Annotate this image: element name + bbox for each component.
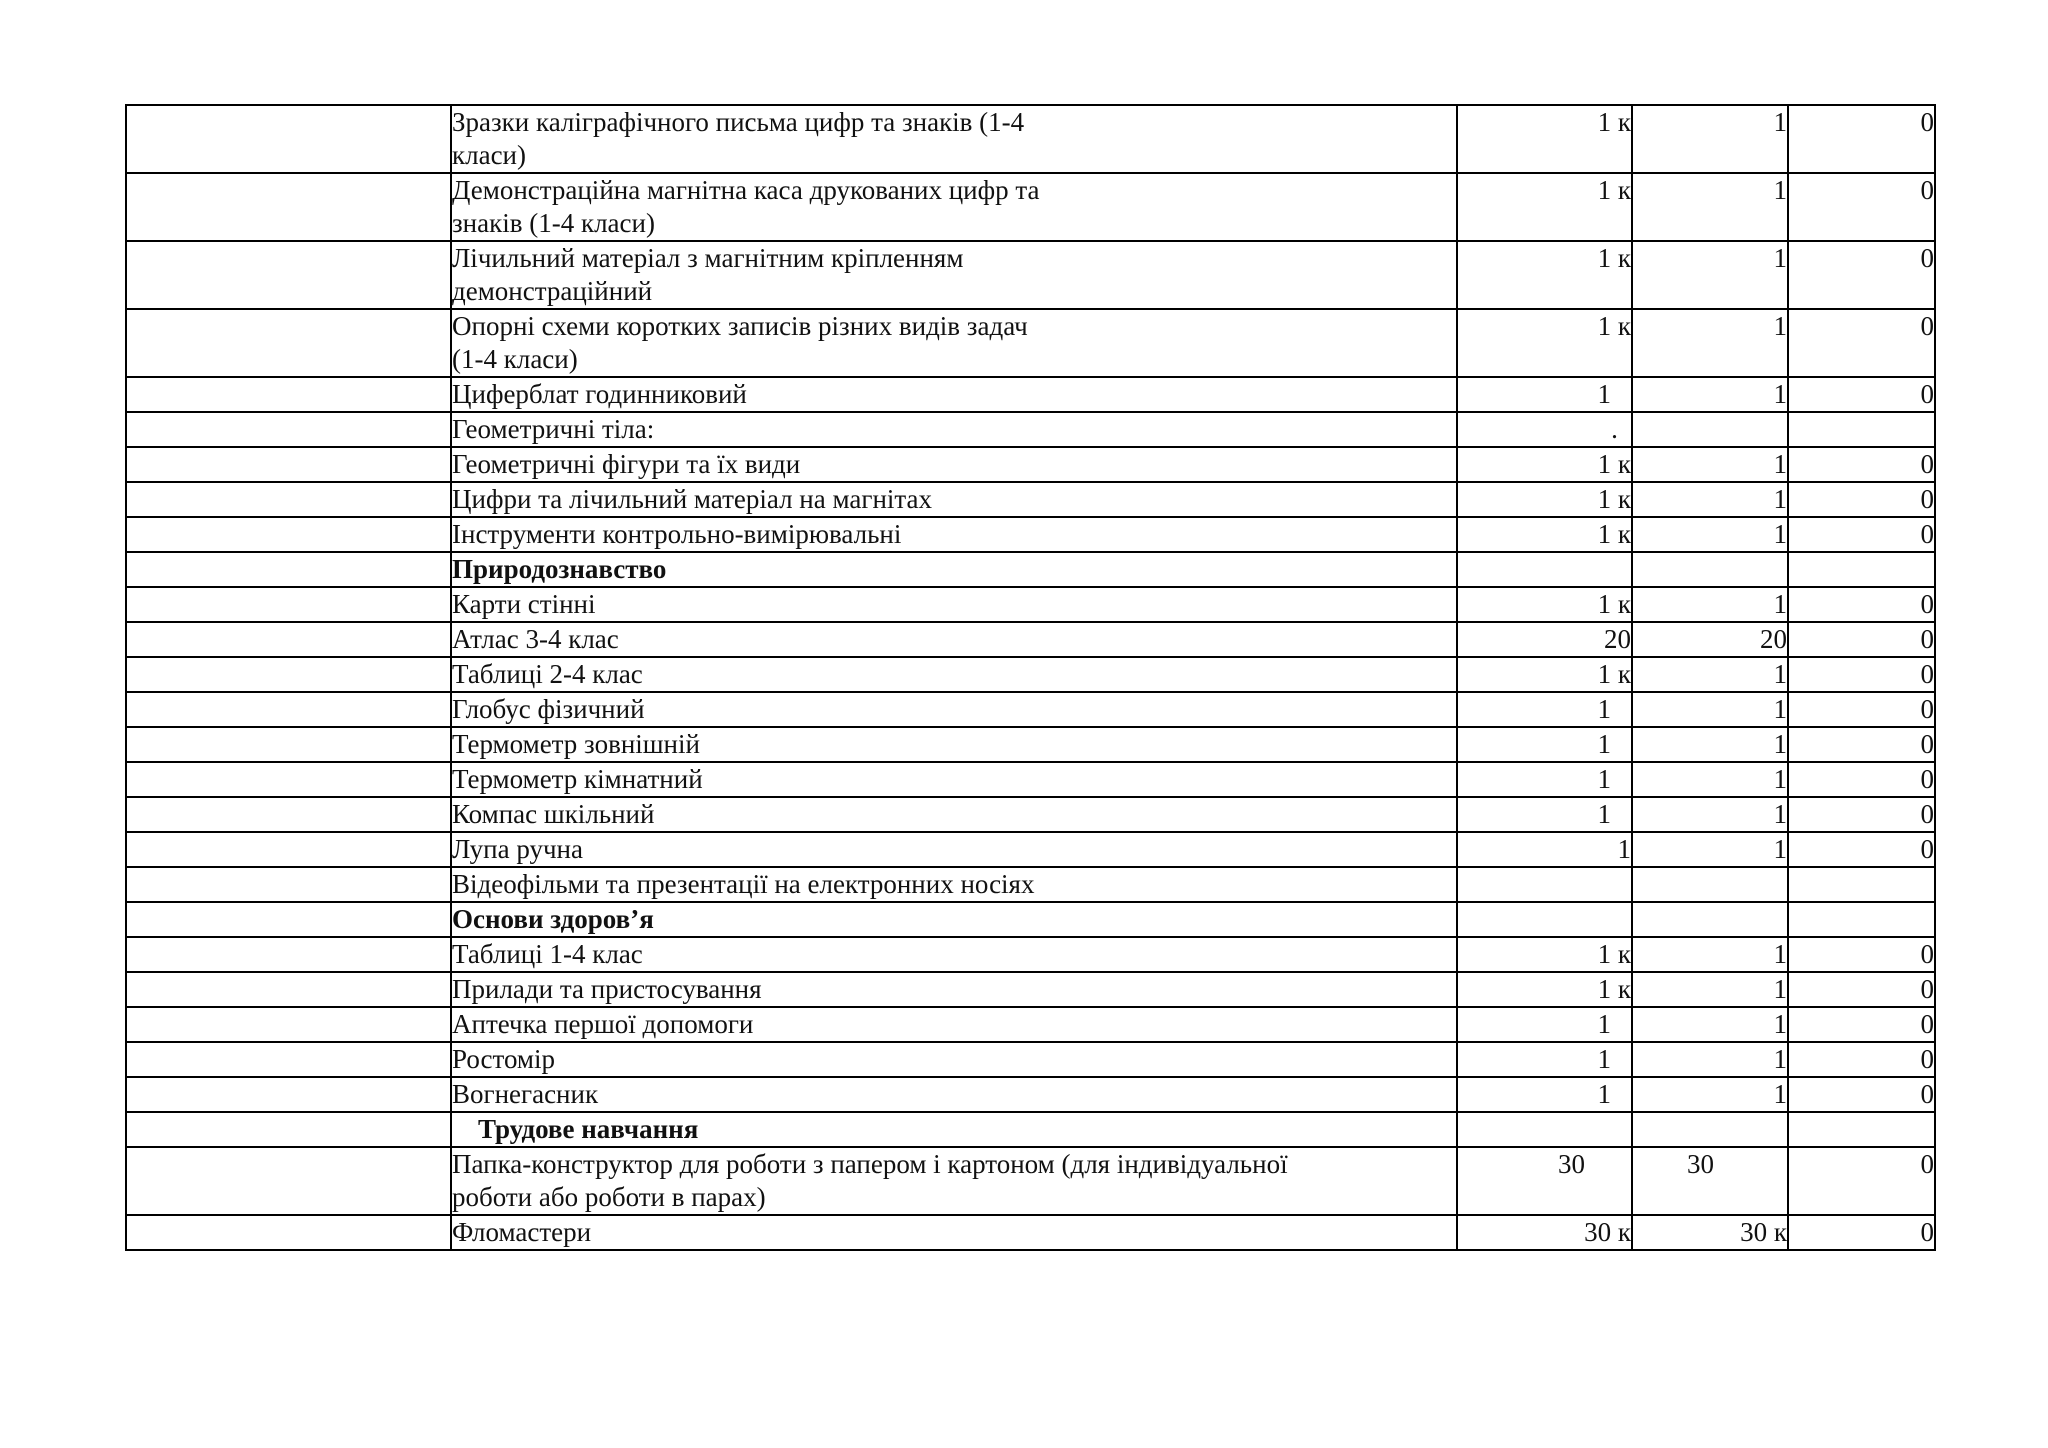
needed-cell: 0: [1788, 241, 1935, 309]
item-name-cell: Таблиці 1-4 клас: [451, 937, 1457, 972]
table-row: [126, 727, 1935, 762]
empty-cell: [126, 832, 451, 867]
table-row: [126, 1077, 1935, 1112]
table-row: [126, 309, 1935, 377]
empty-cell: [126, 762, 451, 797]
available-cell: 1: [1632, 1077, 1788, 1112]
empty-cell: [1788, 902, 1935, 937]
table-row: [126, 797, 1935, 832]
section-heading: Природознавство: [451, 552, 1457, 587]
table-row: [126, 1007, 1935, 1042]
empty-cell: [1632, 902, 1788, 937]
table-row: [126, 447, 1935, 482]
item-name-cell: Термометр зовнішній: [451, 727, 1457, 762]
empty-cell: [126, 1042, 451, 1077]
quantity-cell: 1: [1457, 1042, 1632, 1077]
empty-cell: [126, 241, 451, 309]
item-name-cell: Геометричні фігури та їх види: [451, 447, 1457, 482]
available-cell: 30: [1632, 1147, 1788, 1215]
quantity-cell: 1 к: [1457, 937, 1632, 972]
empty-cell: [126, 622, 451, 657]
empty-cell: [126, 797, 451, 832]
quantity-cell: 1: [1457, 797, 1632, 832]
table-row: [126, 105, 1935, 173]
item-name-cell: Циферблат годинниковий: [451, 377, 1457, 412]
quantity-cell: 1: [1457, 1007, 1632, 1042]
empty-cell: [1788, 552, 1935, 587]
available-cell: 1: [1632, 832, 1788, 867]
needed-cell: 0: [1788, 105, 1935, 173]
needed-cell: [1788, 412, 1935, 447]
quantity-cell: 1 к: [1457, 447, 1632, 482]
item-name-cell: Компас шкільний: [451, 797, 1457, 832]
quantity-cell: 1 к: [1457, 309, 1632, 377]
quantity-cell: 1 к: [1457, 105, 1632, 173]
available-cell: 1: [1632, 241, 1788, 309]
needed-cell: 0: [1788, 797, 1935, 832]
quantity-cell: 1: [1457, 1077, 1632, 1112]
empty-cell: [1632, 552, 1788, 587]
empty-cell: [126, 972, 451, 1007]
empty-cell: [126, 412, 451, 447]
quantity-cell: 1 к: [1457, 587, 1632, 622]
table-row: [126, 517, 1935, 552]
table-row: [126, 657, 1935, 692]
available-cell: 1: [1632, 727, 1788, 762]
empty-cell: [126, 309, 451, 377]
item-name-cell: Атлас 3-4 клас: [451, 622, 1457, 657]
item-name-cell: Опорні схеми коротких записів різних видів задач (1-4 класи): [451, 309, 1457, 377]
quantity-cell: 1: [1457, 727, 1632, 762]
available-cell: 1: [1632, 692, 1788, 727]
available-cell: 1: [1632, 657, 1788, 692]
empty-cell: [126, 552, 451, 587]
needed-cell: 0: [1788, 173, 1935, 241]
empty-cell: [1457, 1112, 1632, 1147]
item-name-cell: Прилади та пристосування: [451, 972, 1457, 1007]
available-cell: 1: [1632, 937, 1788, 972]
empty-cell: [1457, 552, 1632, 587]
needed-cell: 0: [1788, 832, 1935, 867]
empty-cell: [126, 377, 451, 412]
item-name-cell: Лупа ручна: [451, 832, 1457, 867]
available-cell: 30 к: [1632, 1215, 1788, 1250]
empty-cell: [126, 105, 451, 173]
needed-cell: 0: [1788, 482, 1935, 517]
empty-cell: [1788, 1112, 1935, 1147]
empty-cell: [126, 692, 451, 727]
available-cell: 1: [1632, 972, 1788, 1007]
needed-cell: 0: [1788, 1007, 1935, 1042]
empty-cell: [126, 657, 451, 692]
available-cell: 1: [1632, 1007, 1788, 1042]
needed-cell: 0: [1788, 972, 1935, 1007]
available-cell: 1: [1632, 309, 1788, 377]
item-name-cell: Фломастери: [451, 1215, 1457, 1250]
table-row: [126, 173, 1935, 241]
table-row: [126, 832, 1935, 867]
needed-cell: 0: [1788, 657, 1935, 692]
available-cell: 1: [1632, 377, 1788, 412]
needed-cell: [1788, 867, 1935, 902]
empty-cell: [126, 517, 451, 552]
empty-cell: [126, 1215, 451, 1250]
empty-cell: [1632, 1112, 1788, 1147]
empty-cell: [126, 447, 451, 482]
needed-cell: 0: [1788, 762, 1935, 797]
item-name-cell: Термометр кімнатний: [451, 762, 1457, 797]
quantity-cell: 30 к: [1457, 1215, 1632, 1250]
needed-cell: 0: [1788, 622, 1935, 657]
quantity-cell: 1: [1457, 377, 1632, 412]
item-name-cell: Лічильний матеріал з магнітним кріпленням демонстраційний: [451, 241, 1457, 309]
empty-cell: [126, 1007, 451, 1042]
section-heading: Трудове навчання: [451, 1112, 1457, 1147]
table-row: [126, 867, 1935, 902]
needed-cell: 0: [1788, 727, 1935, 762]
item-name-cell: Аптечка першої допомоги: [451, 1007, 1457, 1042]
item-name-cell: Таблиці 2-4 клас: [451, 657, 1457, 692]
available-cell: 1: [1632, 173, 1788, 241]
available-cell: [1632, 412, 1788, 447]
item-name-cell: Папка-конструктор для роботи з папером і картоном (для індивідуальної роботи або роботи в парах): [451, 1147, 1457, 1215]
empty-cell: [126, 587, 451, 622]
needed-cell: 0: [1788, 692, 1935, 727]
item-name-cell: Геометричні тіла:: [451, 412, 1457, 447]
needed-cell: 0: [1788, 309, 1935, 377]
available-cell: 1: [1632, 517, 1788, 552]
available-cell: 1: [1632, 447, 1788, 482]
item-name-cell: Ростомір: [451, 1042, 1457, 1077]
needed-cell: 0: [1788, 1042, 1935, 1077]
item-name-cell: Відеофільми та презентації на електронних носіях: [451, 867, 1457, 902]
section-heading: Основи здоров’я: [451, 902, 1457, 937]
item-name-cell: Інструменти контрольно-вимірювальні: [451, 517, 1457, 552]
quantity-cell: 1 к: [1457, 517, 1632, 552]
needed-cell: 0: [1788, 377, 1935, 412]
section-row: [126, 1112, 1935, 1147]
empty-cell: [126, 727, 451, 762]
needed-cell: 0: [1788, 447, 1935, 482]
table-row: [126, 1147, 1935, 1215]
quantity-cell: 1 к: [1457, 173, 1632, 241]
table-row: [126, 412, 1935, 447]
table-row: [126, 587, 1935, 622]
item-name-cell: Зразки каліграфічного письма цифр та знаків (1-4 класи): [451, 105, 1457, 173]
available-cell: 1: [1632, 1042, 1788, 1077]
quantity-cell: 1: [1457, 832, 1632, 867]
quantity-cell: 1 к: [1457, 482, 1632, 517]
empty-cell: [126, 1077, 451, 1112]
table-row: [126, 622, 1935, 657]
item-name-cell: Цифри та лічильний матеріал на магнітах: [451, 482, 1457, 517]
table-row: [126, 762, 1935, 797]
available-cell: 1: [1632, 105, 1788, 173]
quantity-cell: 20: [1457, 622, 1632, 657]
quantity-cell: 1 к: [1457, 241, 1632, 309]
table-row: [126, 1215, 1935, 1250]
quantity-cell: 30: [1457, 1147, 1632, 1215]
inventory-table: [125, 104, 1936, 1251]
empty-cell: [126, 902, 451, 937]
empty-cell: [126, 1112, 451, 1147]
needed-cell: 0: [1788, 1147, 1935, 1215]
available-cell: 20: [1632, 622, 1788, 657]
item-name-cell: Вогнегасник: [451, 1077, 1457, 1112]
needed-cell: 0: [1788, 517, 1935, 552]
section-row: [126, 902, 1935, 937]
available-cell: 1: [1632, 762, 1788, 797]
needed-cell: 0: [1788, 937, 1935, 972]
table-row: [126, 482, 1935, 517]
empty-cell: [126, 937, 451, 972]
needed-cell: 0: [1788, 1077, 1935, 1112]
empty-cell: [126, 173, 451, 241]
table-row: [126, 692, 1935, 727]
available-cell: 1: [1632, 587, 1788, 622]
item-name-cell: Глобус фізичний: [451, 692, 1457, 727]
item-name-cell: Карти стінні: [451, 587, 1457, 622]
table-row: [126, 972, 1935, 1007]
table-row: [126, 377, 1935, 412]
section-row: [126, 552, 1935, 587]
available-cell: 1: [1632, 482, 1788, 517]
empty-cell: [126, 482, 451, 517]
empty-cell: [126, 867, 451, 902]
needed-cell: 0: [1788, 587, 1935, 622]
table-row: [126, 937, 1935, 972]
table-row: [126, 241, 1935, 309]
available-cell: 1: [1632, 797, 1788, 832]
needed-cell: 0: [1788, 1215, 1935, 1250]
item-name-cell: Демонстраційна магнітна каса друкованих цифр та знаків (1-4 класи): [451, 173, 1457, 241]
empty-cell: [1457, 902, 1632, 937]
quantity-cell: 1 к: [1457, 657, 1632, 692]
quantity-cell: .: [1457, 412, 1632, 447]
table-row: [126, 1042, 1935, 1077]
quantity-cell: 1 к: [1457, 972, 1632, 1007]
quantity-cell: 1: [1457, 762, 1632, 797]
available-cell: [1632, 867, 1788, 902]
quantity-cell: 1: [1457, 692, 1632, 727]
empty-cell: [126, 1147, 451, 1215]
quantity-cell: [1457, 867, 1632, 902]
